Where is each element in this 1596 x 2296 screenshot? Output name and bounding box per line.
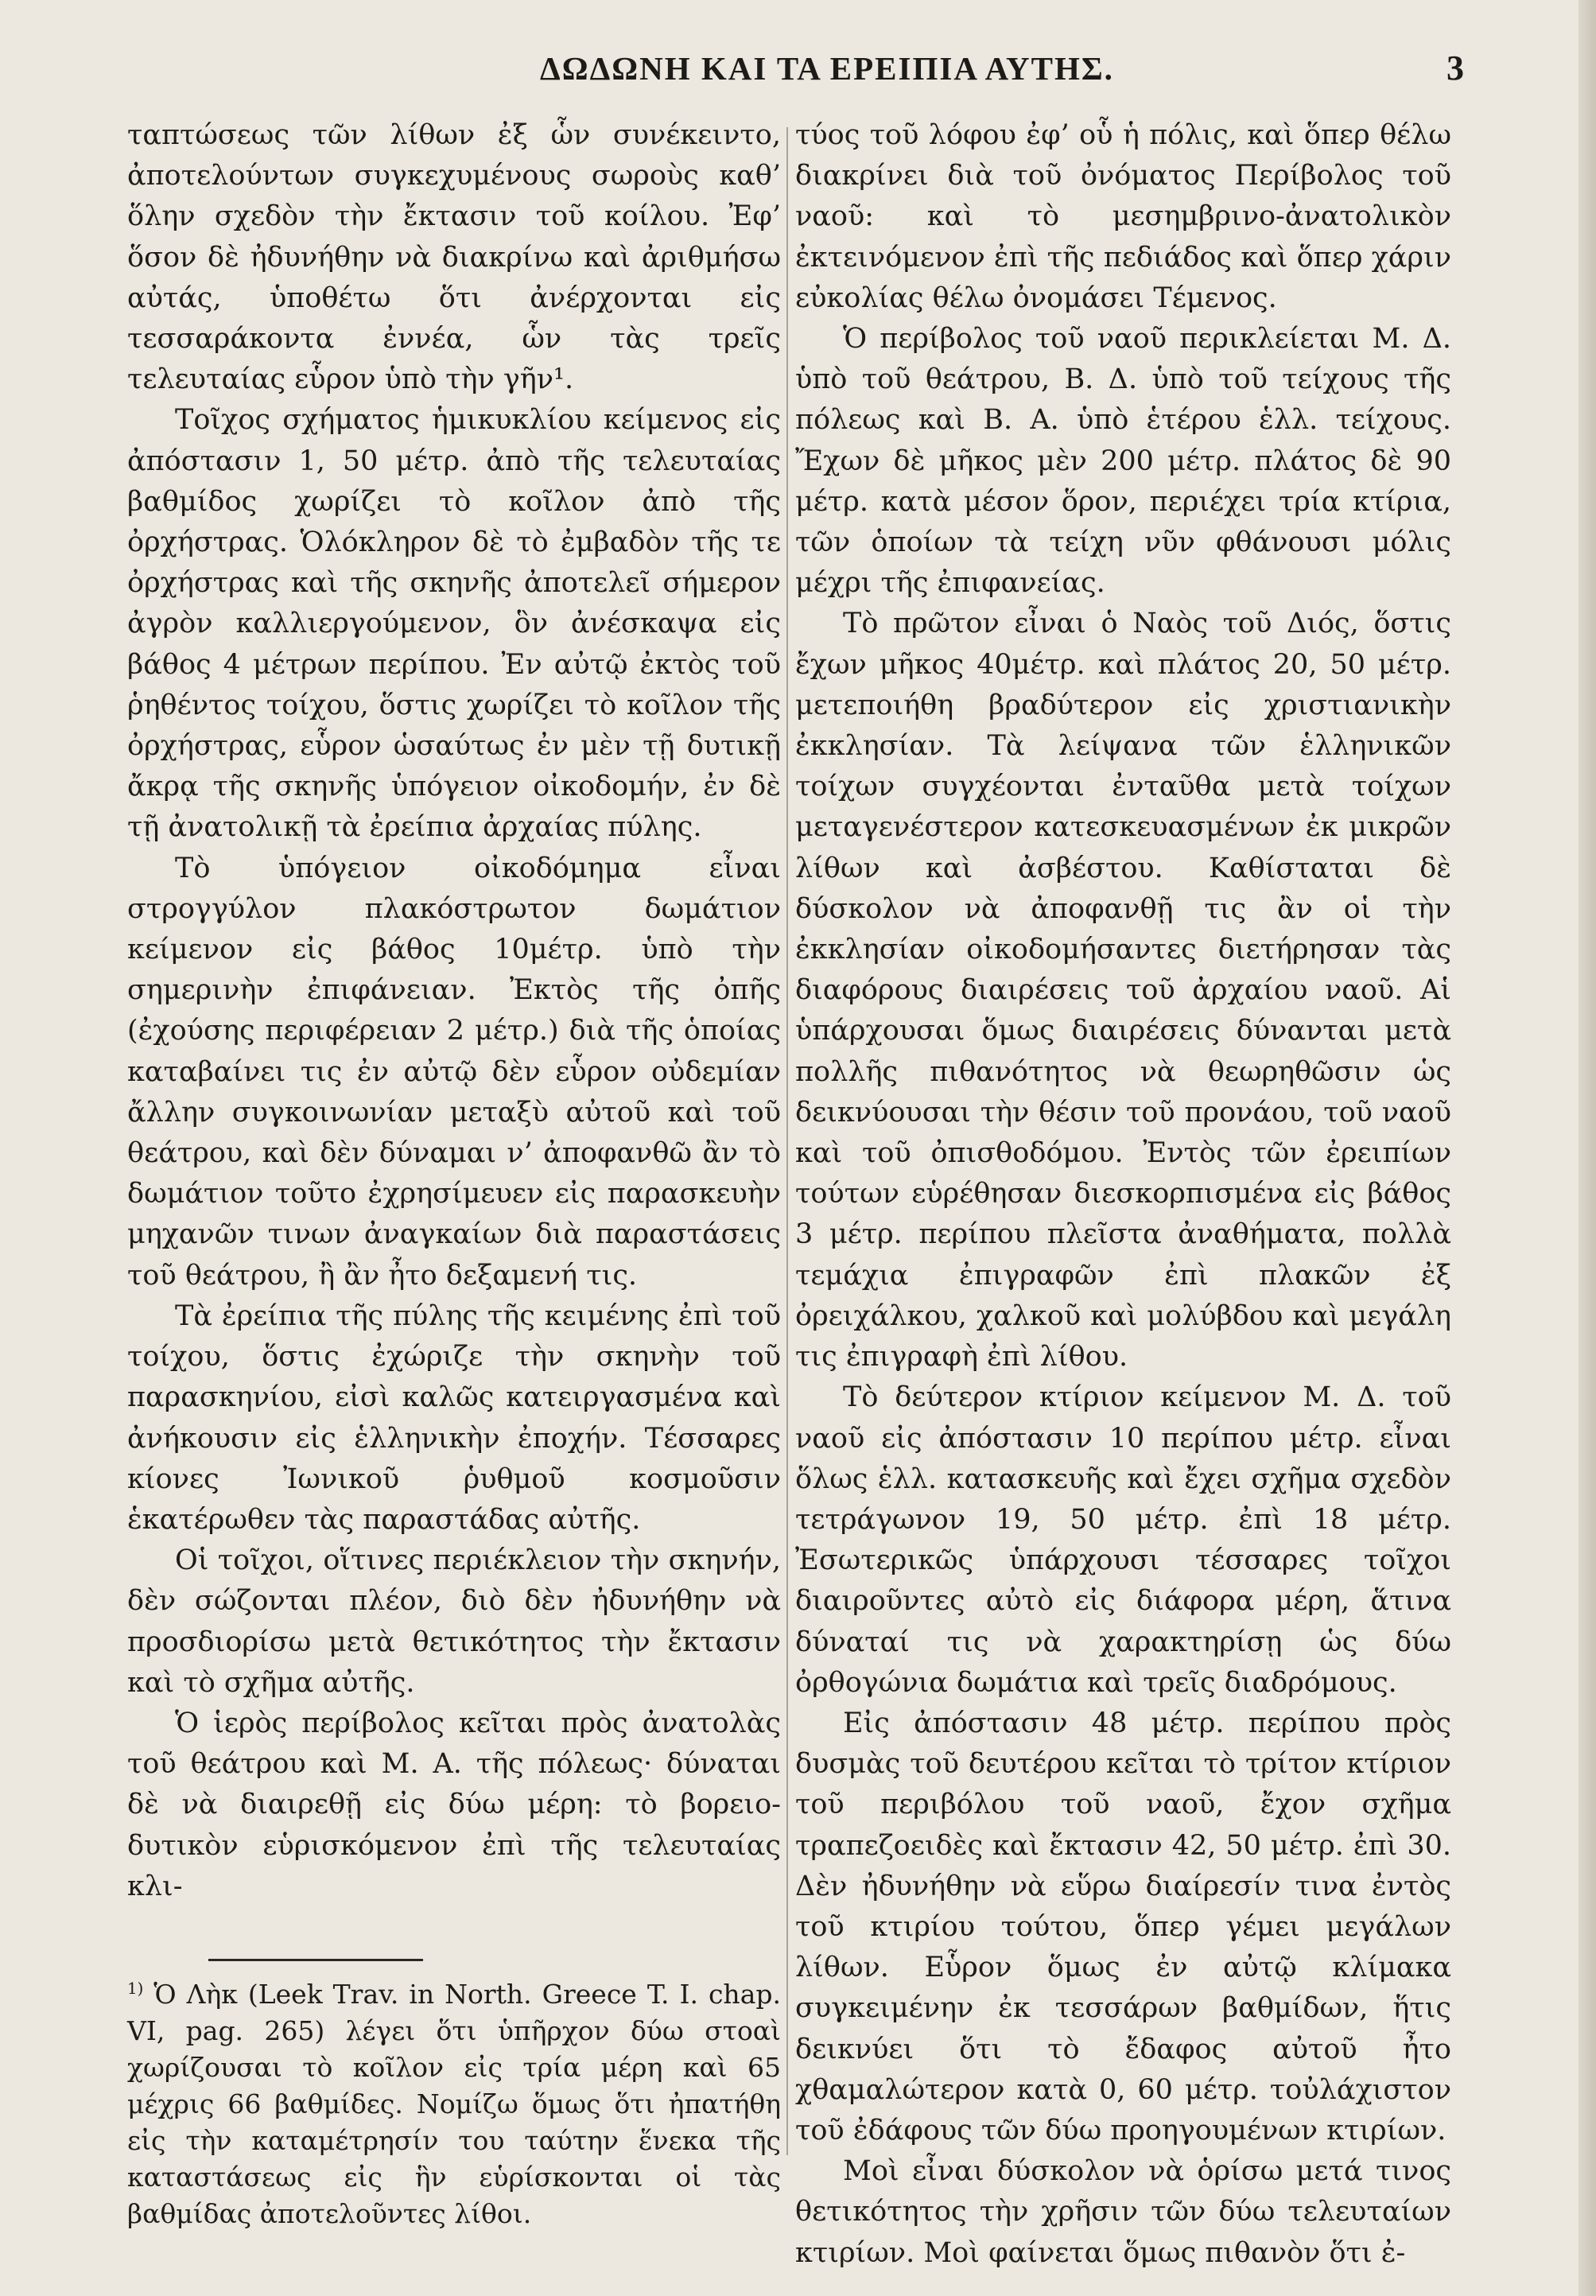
running-title: ΔΩΔΩΝΗ ΚΑΙ ΤΑ ΕΡΕΙΠΙΑ ΑΥΤΗΣ. xyxy=(540,50,1114,87)
footnote xyxy=(127,1976,781,2232)
paragraph: Ὁ ἱερὸς περίβολος κεῖται πρὸς ἀνατολὰς τοῦ θεάτρου καὶ Μ. Α. τῆς πόλεως· δύναται δὲ νὰ διαιρεθῇ εἰς δύω μέρη: τὸ βορειο-δυτικὸν εὑρισκόμενον ἐπὶ τῆς τελευταίας κλι- xyxy=(127,1707,781,1902)
right-column xyxy=(795,115,1451,2274)
paragraph: Τὸ πρῶτον εἶναι ὁ Ναὸς τοῦ Διός, ὅστις ἔχων μῆκος 40μέτρ. καὶ πλάτος 20, 50 μέτρ. μετεποιήθη βραδύτερον εἰς χριστιανικὴν ἐκκλησίαν. Τὰ λείψανα τῶν ἑλληνικῶν τοίχων συγχέονται ἐνταῦθα μετὰ τοίχων μεταγενέστερον κατεσκευασμένων ἐκ μικρῶν λίθων καὶ ἀσβέστου. Καθίσταται δὲ δύσκολον νὰ ἀποφανθῇ τις ἂν οἱ τὴν ἐκκλησίαν οἰκοδομήσαντες διετήρησαν τὰς διαφόρους διαιρέσεις τοῦ ἀρχαίου ναοῦ. Αἱ ὑπάρχουσαι ὅμως διαιρέσεις δύνανται μετὰ πολλῆς πιθανότητος νὰ θεωρηθῶσιν ὡς δεικνύουσαι τὴν θέσιν τοῦ προνάου, τοῦ ναοῦ καὶ τοῦ ὀπισθοδόμου. Ἐντὸς τῶν ἐρειπίων τούτων εὑρέθησαν διεσκορπισμένα εἰς βάθος 3 μέτρ. περίπου πλεῖστα ἀναθήματα, πολλὰ τεμάχια ἐπιγραφῶν ἐπὶ πλακῶν ἐξ ὀρειχάλκου, χαλκοῦ καὶ μολύβδου καὶ μεγάλη τις ἐπιγραφὴ ἐπὶ λίθου. xyxy=(795,608,1451,1373)
page-edge xyxy=(1579,0,1596,2296)
paragraph: Οἱ τοῖχοι, οἵτινες περιέκλειον τὴν σκηνήν, δὲν σώζονται πλέον, διὸ δὲν ἠδυνήθην νὰ προσδιορίσω μετὰ θετικότητος τὴν ἔκτασιν καὶ τὸ σχῆμα αὐτῆς. xyxy=(127,1544,781,1699)
paragraph: Τὰ ἐρείπια τῆς πύλης τῆς κειμένης ἐπὶ τοῦ τοίχου, ὅστις ἐχώριζε τὴν σκηνὴν τοῦ παρασκηνίου, εἰσὶ καλῶς κατειργασμένα καὶ ἀνήκουσιν εἰς ἑλληνικὴν ἐποχήν. Τέσσαρες κίονες Ἰωνικοῦ ῥυθμοῦ κοσμοῦσιν ἑκατέρωθεν τὰς παραστάδας αὐτῆς. xyxy=(127,1300,781,1536)
paragraph: Τὸ ὑπόγειον οἰκοδόμημα εἶναι στρογγύλον πλακόστρωτον δωμάτιον κείμενον εἰς βάθος 10μέτρ. ὑπὸ τὴν σημερινὴν ἐπιφάνειαν. Ἐκτὸς τῆς ὀπῆς (ἐχούσης περιφέρειαν 2 μέτρ.) διὰ τῆς ὁποίας καταβαίνει τις ἐν αὐτῷ δὲν εὗρον οὐδεμίαν ἄλλην συγκοινωνίαν μεταξὺ αὐτοῦ καὶ τοῦ θεάτρου, καὶ δὲν δύναμαι ν’ ἀποφανθῶ ἂν τὸ δωμάτιον τοῦτο ἐχρησίμευεν εἰς παρασκευὴν μηχανῶν τινων ἀναγκαίων διὰ παραστάσεις τοῦ θεάτρου, ἢ ἂν ἦτο δεξαμενή τις. xyxy=(127,852,781,1292)
paragraph: Τοῖχος σχήματος ἡμικυκλίου κείμενος εἰς ἀπόστασιν 1, 50 μέτρ. ἀπὸ τῆς τελευταίας βαθμίδος χωρίζει τὸ κοῖλον ἀπὸ τῆς ὀρχήστρας. Ὁλόκληρον δὲ τὸ ἐμβαδὸν τῆς τε ὀρχήστρας καὶ τῆς σκηνῆς ἀποτελεῖ σήμερον ἀγρὸν καλλιεργούμενον, ὃν ἀνέσκαψα εἰς βάθος 4 μέτρων περίπου. Ἐν αὐτῷ ἐκτὸς τοῦ ῥηθέντος τοίχου, ὅστις χωρίζει τὸ κοῖλον τῆς ὀρχήστρας, εὗρον ὡσαύτως ἐν μὲν τῇ δυτικῇ ἄκρᾳ τῆς σκηνῆς ὑπόγειον οἰκοδομήν, ἐν δὲ τῇ ἀνατολικῇ τὰ ἐρείπια ἀρχαίας πύλης. xyxy=(127,404,781,844)
footnote-marker: 1) xyxy=(127,1979,144,1998)
paragraph: τύος τοῦ λόφου ἐφ’ οὗ ἡ πόλις, καὶ ὅπερ θέλω διακρίνει διὰ τοῦ ὀνόματος Περίβολος τοῦ ναοῦ: καὶ τὸ μεσημβρινο-ἀνατολικὸν ἐκτεινόμενον ἐπὶ τῆς πεδιάδος καὶ ὅπερ χάριν εὐκολίας θέλω ὀνομάσει Τέμενος. xyxy=(795,119,1451,314)
paragraph: Μοὶ εἶναι δύσκολον νὰ ὁρίσω μετά τινος θετικότητος τὴν χρῆσιν τῶν δύω τελευταίων κτιρίων. Μοὶ φαίνεται ὅμως πιθανὸν ὅτι ἐ- xyxy=(795,2155,1451,2269)
left-column xyxy=(127,115,781,1907)
footnote-divider xyxy=(208,1959,423,1961)
paragraph: Τὸ δεύτερον κτίριον κείμενον Μ. Δ. τοῦ ναοῦ εἰς ἀπόστασιν 10 περίπου μέτρ. εἶναι ὅλως ἑλλ. κατασκευῆς καὶ ἔχει σχῆμα σχεδὸν τετράγωνον 19, 50 μέτρ. ἐπὶ 18 μέτρ. Ἐσωτερικῶς ὑπάρχουσι τέσσαρες τοῖχοι διαιροῦντες αὐτὸ εἰς διάφορα μέρη, ἅτινα δύναταί τις νὰ χαρακτηρίσῃ ὡς δύω ὀρθογώνια δωμάτια καὶ τρεῖς διαδρόμους. xyxy=(795,1381,1451,1699)
page-number: 3 xyxy=(1446,49,1464,87)
column-divider xyxy=(786,127,788,2155)
paragraph: Εἰς ἀπόστασιν 48 μέτρ. περίπου πρὸς δυσμὰς τοῦ δευτέρου κεῖται τὸ τρίτον κτίριον τοῦ περιβόλου τοῦ ναοῦ, ἔχον σχῆμα τραπεζοειδὲς καὶ ἔκτασιν 42, 50 μέτρ. ἐπὶ 30. Δὲν ἠδυνήθην νὰ εὕρω διαίρεσίν τινα ἐντὸς τοῦ κτιρίου τούτου, ὅπερ γέμει μεγάλων λίθων. Εὗρον ὅμως ἐν αὐτῷ κλίμακα συγκειμένην ἐκ τεσσάρων βαθμίδων, ἥτις δεικνύει ὅτι τὸ ἔδαφος αὐτοῦ ἦτο χθαμαλώτερον κατὰ 0, 60 μέτρ. τοὐλάχιστον τοῦ ἐδάφους τῶν δύω προηγουμένων κτιρίων. xyxy=(795,1707,1451,2146)
footnote-text: Ὁ Λὴκ (Leek Trav. in North. Greece T. I. chap. VI, pag. 265) λέγει ὅτι ὑπῆρχον δύω στοαὶ χωρίζουσαι τὸ κοῖλον εἰς τρία μέρη καὶ 65 μέχρις 66 βαθμίδες. Νομίζω ὅμως ὅτι ἠπατήθη εἰς τὴν καταμέτρησίν του ταύτην ἕνεκα τῆς καταστάσεως εἰς ἣν εὑρίσκονται οἱ τὰς βαθμίδας ἀποτελοῦντες λίθοι. xyxy=(127,1979,781,2229)
paragraph: Ὁ περίβολος τοῦ ναοῦ περικλείεται Μ. Δ. ὑπὸ τοῦ θεάτρου, Β. Δ. ὑπὸ τοῦ τείχους τῆς πόλεως καὶ Β. Α. ὑπὸ ἑτέρου ἑλλ. τείχους. Ἔχων δὲ μῆκος μὲν 200 μέτρ. πλάτος δὲ 90 μέτρ. κατὰ μέσον ὅρον, περιέχει τρία κτίρια, τῶν ὁποίων τὰ τείχη νῦν φθάνουσι μόλις μέχρι τῆς ἐπιφανείας. xyxy=(795,323,1451,600)
paragraph: ταπτώσεως τῶν λίθων ἐξ ὧν συνέκειντο, ἀποτελούντων συγκεχυμένους σωροὺς καθ’ ὅλην σχεδὸν τὴν ἔκτασιν τοῦ κοίλου. Ἐφ’ ὅσον δὲ ἠδυνήθην νὰ διακρίνω καὶ ἀριθμήσω αὐτάς, ὑποθέτω ὅτι ἀνέρχονται εἰς τεσσαράκοντα ἐννέα, ὧν τὰς τρεῖς τελευταίας εὗρον ὑπὸ τὴν γῆν¹. xyxy=(127,119,781,396)
